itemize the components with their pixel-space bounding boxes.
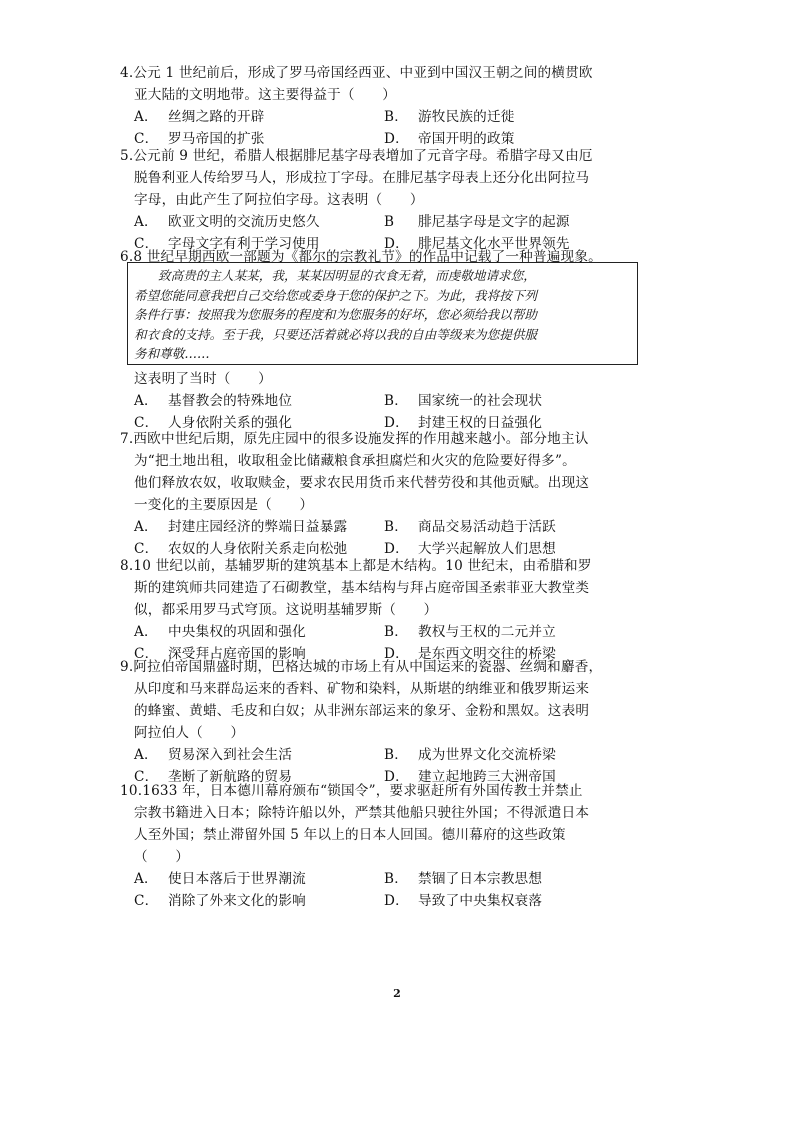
question-stem-line: 的蜂蜜、黄蜡、毛皮和白奴；从非洲东部运来的象牙、金粉和黑奴。这表明 — [134, 703, 590, 719]
option-letter: B． — [384, 871, 408, 887]
option-text: 深受拜占庭帝国的影响 — [168, 646, 306, 662]
option-letter: B — [384, 214, 395, 230]
option-letter: C． — [134, 893, 159, 909]
option-text: 字母文字有利于学习使用 — [168, 236, 320, 252]
question-7 — [120, 428, 670, 560]
option-letter: A． — [134, 109, 158, 125]
question-stem-line: 脱鲁利亚人传给罗马人，形成拉丁字母。在腓尼基字母表上还分化出阿拉马 — [134, 170, 590, 186]
option-b — [384, 868, 644, 890]
quote-line: 致高贵的主人某某，我，某某因明显的衣食无着，而虔敬地请求您， — [158, 268, 536, 283]
option-b — [384, 744, 644, 766]
option-a — [134, 621, 384, 643]
source-quote-box — [127, 262, 638, 365]
options-grid — [120, 868, 670, 912]
option-letter: C． — [134, 646, 159, 662]
option-letter: A． — [134, 393, 158, 409]
question-stem-line: 宗教书籍进入日本；除特许船以外，严禁其他船只驶往外国；不得派遣日本 — [134, 805, 590, 821]
question-stem-line: 7.西欧中世纪后期，原先庄园中的很多设施发挥的作用越来越小。部分地主认 — [120, 431, 589, 447]
option-letter: D． — [384, 415, 409, 431]
option-text: 腓尼基字母是文字的起源 — [418, 214, 570, 230]
option-text: 游牧民族的迁徙 — [418, 109, 515, 125]
option-text: 教权与王权的二元并立 — [418, 624, 556, 640]
option-text: 封建王权的日益强化 — [418, 415, 543, 431]
option-c — [134, 890, 384, 912]
option-letter: A． — [134, 747, 158, 763]
quote-line: 务和尊敬…… — [134, 346, 210, 361]
option-a — [134, 516, 384, 538]
option-letter: B． — [384, 519, 408, 535]
option-a — [134, 211, 384, 233]
question-stem-line: 为“把土地出租，收取租金比储藏粮食承担腐烂和火灾的危险要好得多”。 — [134, 453, 576, 469]
question-10 — [120, 780, 670, 912]
option-text: 帝国开明的政策 — [418, 131, 515, 147]
option-text: 大学兴起解放人们思想 — [418, 541, 556, 557]
option-text: 垄断了新航路的贸易 — [168, 769, 293, 785]
question-stem-line: 斯的建筑师共同建造了石砌教堂，基本结构与拜占庭帝国圣索菲亚大教堂类 — [134, 580, 590, 596]
question-stem-line: 从印度和马来群岛运来的香料、矿物和染料，从斯堪的纳维亚和俄罗斯运来 — [134, 681, 590, 697]
option-letter: C． — [134, 769, 159, 785]
option-letter: B． — [384, 109, 408, 125]
option-text: 建立起地跨三大洲帝国 — [418, 769, 556, 785]
option-letter: B． — [384, 747, 408, 763]
option-letter: D． — [384, 646, 409, 662]
question-stem-line: 8.10 世纪以前，基辅罗斯的建筑基本上都是木结构。10 世纪末，由希腊和罗 — [120, 558, 592, 574]
question-stem-line: 字母，由此产生了阿拉伯字母。这表明（ ） — [134, 192, 424, 208]
option-letter: D． — [384, 131, 409, 147]
option-text: 罗马帝国的扩张 — [168, 131, 265, 147]
option-b — [384, 621, 644, 643]
options-grid — [120, 516, 670, 560]
option-a — [134, 744, 384, 766]
option-letter: D． — [384, 893, 409, 909]
option-letter: B． — [384, 393, 408, 409]
question-stem-line: 10.1633 年，日本德川幕府颁布“锁国令”，要求驱赶所有外国传教士并禁止 — [120, 783, 583, 799]
option-text: 基督教会的特殊地位 — [168, 393, 293, 409]
question-5 — [120, 145, 670, 255]
option-a — [134, 106, 384, 128]
option-text: 导致了中央集权衰落 — [418, 893, 543, 909]
option-a — [134, 390, 384, 412]
question-stem-line: 5.公元前 9 世纪，希腊人根据腓尼基字母表增加了元音字母。希腊字母又由厄 — [120, 148, 593, 164]
option-d — [384, 890, 644, 912]
option-letter: C． — [134, 131, 159, 147]
option-text: 人身依附关系的强化 — [168, 415, 293, 431]
option-letter: D． — [384, 541, 409, 557]
option-letter: D． — [384, 769, 409, 785]
option-text: 禁锢了日本宗教思想 — [418, 871, 543, 887]
question-stem-line: 6.8 世纪早期西欧一部题为《都尔的宗教礼节》的作品中记载了一种普遍现象。 — [120, 249, 602, 265]
question-4 — [120, 62, 670, 150]
option-text: 使日本落后于世界潮流 — [168, 871, 306, 887]
option-text: 是东西文明交往的桥梁 — [418, 646, 556, 662]
option-letter: B． — [384, 624, 408, 640]
option-b — [384, 516, 644, 538]
option-letter: A． — [134, 624, 158, 640]
option-letter: D． — [384, 236, 409, 252]
option-text: 国家统一的社会现状 — [418, 393, 543, 409]
option-letter: C． — [134, 415, 159, 431]
option-text: 成为世界文化交流桥梁 — [418, 747, 556, 763]
option-a — [134, 868, 384, 890]
option-text: 欧亚文明的交流历史悠久 — [168, 214, 320, 230]
option-letter: C． — [134, 236, 159, 252]
question-stem-line: 似，都采用罗马式穹顶。这说明基辅罗斯（ ） — [134, 602, 438, 618]
option-b — [384, 106, 644, 128]
question-stem-line: 亚大陆的文明地带。这主要得益于（ ） — [134, 87, 397, 103]
quote-line: 和衣食的支持。至于我，只要还活着就必将以我的自由等级来为您提供服 — [134, 326, 537, 342]
option-text: 商品交易活动趋于活跃 — [418, 519, 556, 535]
option-text: 封建庄园经济的弊端日益暴露 — [168, 519, 348, 535]
question-6-followup — [120, 368, 670, 434]
question-stem-line: 4.公元 1 世纪前后，形成了罗马帝国经西亚、中亚到中国汉王朝之间的横贯欧 — [120, 65, 593, 81]
question-8 — [120, 555, 670, 665]
option-text: 消除了外来文化的影响 — [168, 893, 306, 909]
options-grid — [120, 106, 670, 150]
option-text: 丝绸之路的开辟 — [168, 109, 265, 125]
option-text: 中央集权的巩固和强化 — [168, 624, 306, 640]
option-b — [384, 390, 644, 412]
option-letter: A． — [134, 871, 158, 887]
question-stem-line: 阿拉伯人（ ） — [134, 725, 245, 741]
question-stem-line: 人至外国；禁止滞留外国 5 年以上的日本人回国。德川幕府的这些政策 — [134, 827, 566, 843]
quote-line: 条件行事：按照我为您服务的程度和为您服务的好坏，您必须给我以帮助 — [134, 307, 537, 322]
option-letter: C． — [134, 541, 159, 557]
option-letter: A． — [134, 214, 158, 230]
question-stem-line: 一变化的主要原因是（ ） — [134, 497, 314, 513]
page-number: 2 — [393, 987, 401, 1000]
option-text: 腓尼基文化水平世界领先 — [418, 236, 570, 252]
question-stem-line: 9.阿拉伯帝国鼎盛时期，巴格达城的市场上有从中国运来的瓷器、丝绸和麝香， — [120, 659, 603, 675]
question-9 — [120, 656, 670, 788]
option-letter: A． — [134, 519, 158, 535]
quote-line: 希望您能同意我把自己交给您或委身于您的保护之下。为此，我将按下列 — [134, 287, 537, 303]
option-b — [384, 211, 644, 233]
question-stem-line: （ ） — [134, 849, 190, 865]
question-stem-line: 这表明了当时（ ） — [134, 371, 272, 387]
option-text: 农奴的人身依附关系走向松弛 — [168, 541, 348, 557]
option-text: 贸易深入到社会生活 — [168, 747, 293, 763]
question-stem-line: 他们释放农奴，收取赎金，要求农民用货币来代替劳役和其他贡赋。出现这 — [134, 475, 590, 491]
